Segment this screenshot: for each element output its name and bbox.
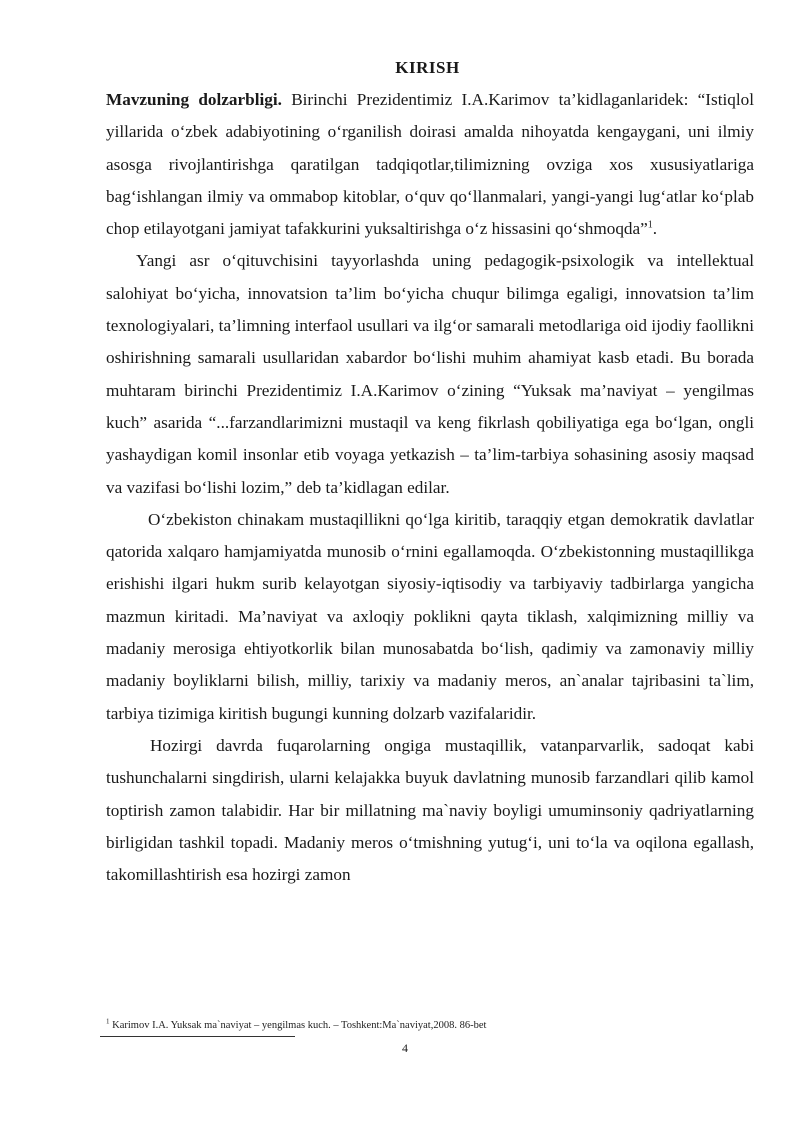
footnote-divider [100,1036,295,1037]
section-heading: KIRISH [395,58,460,77]
paragraph-1 [106,84,754,245]
paragraph-4: Hozirgi davrda fuqarolarning ongiga mustaqillik, vatanparvarlik, sadoqat kabi tushunchalarni singdirish, ularni kelajakka buyuk davlatning munosib farzandlari qilib kamol toptirish zamon talabidir. Har bir millatning ma`naviy boyligi umuminsoniy qadriyatlarning birligidan tashkil topadi. Madaniy meros o‘tmishning yutug‘i, uni to‘la va oqilona egallash, takomillashtirish esa hozirgi zamon [106,735,754,885]
paragraph-3: O‘zbekiston chinakam mustaqillikni qo‘lga kiritib, taraqqiy etgan demokratik davlatlar qatorida xalqaro hamjamiyatda munosib o‘rnini egallamoqda. O‘zbekistonning mustaqillikga erishishi ilgari hukm surib kelayotgan siyosiy-iqtisodiy va tarbiyaviy tadbirlarga yangicha mazmun kiritadi. Ma’naviyat va axloqiy poklikni qayta tiklash, xalqimizning milliy va madaniy merosiga ehtiyotkorlik bilan munosabatda bo‘lish, qadimiy va zamonaviy milliy madaniy boyliklarni bilish, milliy, tarixiy va madaniy meros, an`analar tajribasini ta`lim, tarbiya tizimiga kiritish bugungi kunning dolzarb vazifalaridir. [106,509,754,723]
paragraph-1-end: . [652,219,658,239]
footnote-reference[interactable]: 1 [647,219,653,231]
paragraph-1-text: Birinchi Prezidentimiz I.A.Karimov ta’kidlaganlaridek: “Istiqlol yillarida o‘zbek adabiyotining o‘rganilish doirasi amalda nihoyatda kengaygani, uni ilmiy asosga rivojlantirishga qaratilgan tadqiqotlar,tilimizning ovziga xos xususiyatlariga bag‘ishlangan ilmiy va ommabop kitoblar, o‘quv qo‘llanmalari, yangi-yangi lug‘atlar ko‘plab chop etilayotgani jamiyat tafakkurini yuksaltirishga o‘z hissasini qo‘shmoqda” [106,90,755,239]
page-number: 4 [402,1041,408,1055]
body-text [106,84,754,891]
footnote-text: Karimov I.A. Yuksak ma`naviyat – yengilmas kuch. – Toshkent:Ma`naviyat,2008. 86-bet [109,1020,487,1031]
paragraph-2: Yangi asr o‘qituvchisini tayyorlashda uning pedagogik-psixologik va intellektual salohiyat bo‘yicha, innovatsion ta’lim bo‘yicha chuqur bilimga egaligi, innovatsion ta’lim texnologiyalari, ta’limning interfaol usullari va ilg‘or samarali metodlariga oid ijodiy faollikni oshirishning samarali usullaridan xabardor bo‘lishi muhim ahamiyat kasb etadi. Bu borada muhtaram birinchi Prezidentimiz I.A.Karimov o‘zining “Yuksak ma’naviyat – yengilmas kuch” asarida “...farzandlarimizni mustaqil va keng fikrlash qobiliyatiga ega bo‘lgan, ongli yashaydigan komil insonlar etib voyaga yetkazish – ta’lim-tarbiya sohasining asosiy maqsad va vazifasi bo‘lishi lozim,” deb ta’kidlagan edilar. [106,251,754,497]
lead-phrase: Mavzuning dolzarbligi. [106,90,282,109]
footnote [106,1017,487,1031]
footnote-number: 1 [106,1017,110,1026]
